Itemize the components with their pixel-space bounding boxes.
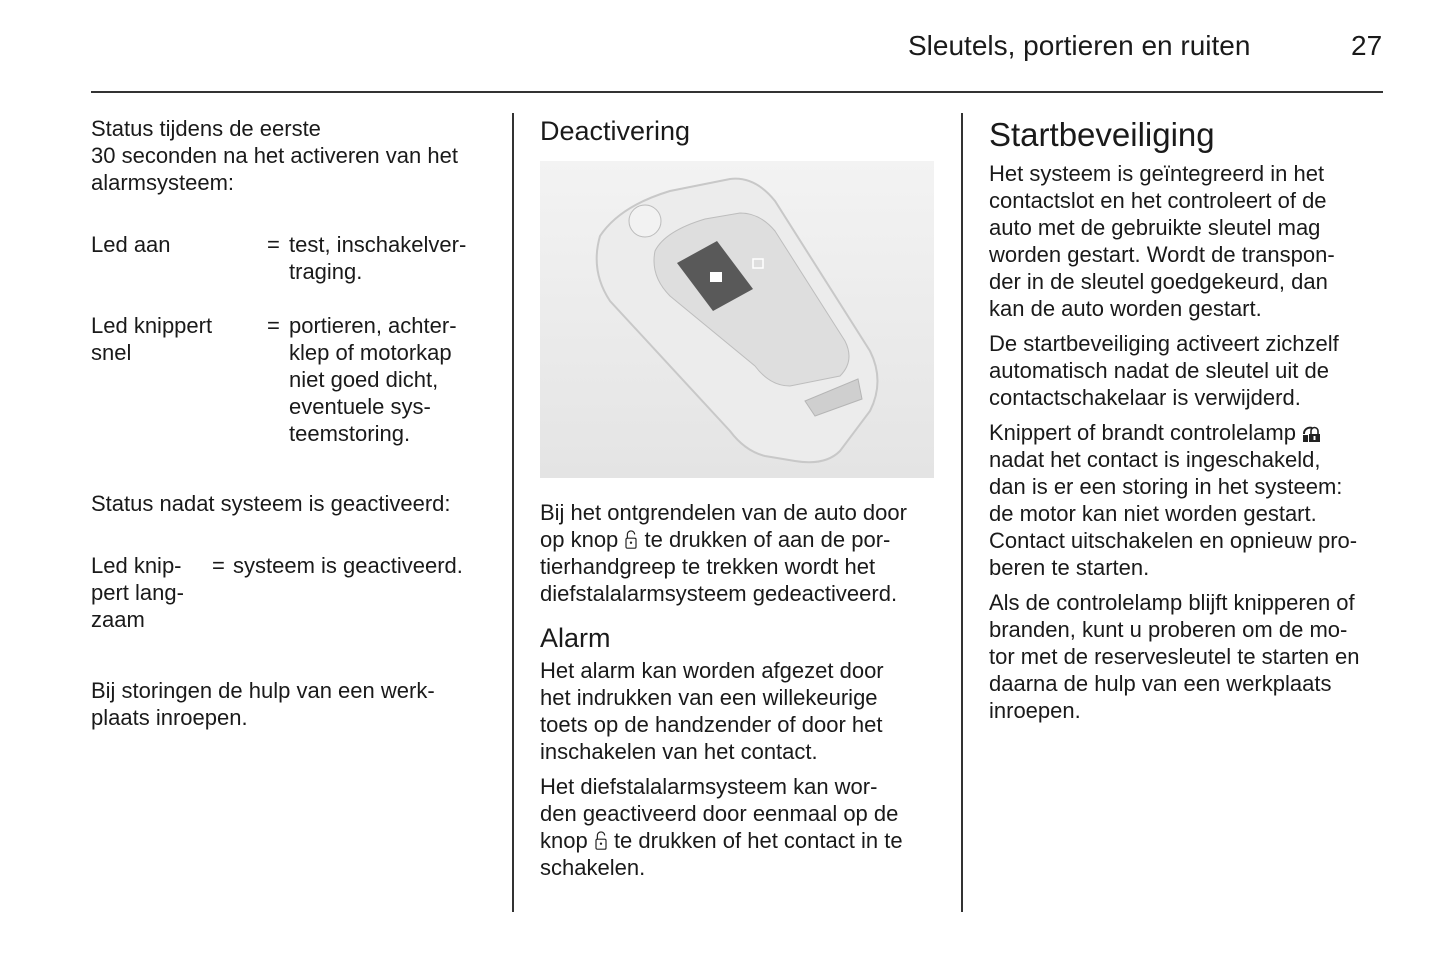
status-table-1	[91, 204, 506, 474]
text: nadat het contact is ingeschakeld, dan is er een storing in het systeem: de motor kan niet worden gestart. Contact uitschakelen en opnieuw pro- beren te starten.	[989, 447, 1358, 580]
column-divider	[512, 113, 514, 912]
unlock-icon	[624, 530, 638, 550]
page-number: 27	[1351, 30, 1383, 61]
heading-alarm: Alarm	[540, 623, 611, 653]
column-divider	[961, 113, 963, 912]
alarm-activation-paragraph	[540, 773, 955, 881]
text: te drukken of het contact in te schakelen.	[540, 828, 903, 880]
text: te drukken of aan de por- tierhandgreep te trekken wordt het diefstalalarmsysteem gedeactiveerd.	[540, 527, 898, 606]
column-2	[540, 116, 955, 881]
text: Knippert of brandt controlelamp	[989, 420, 1303, 445]
equals: =	[267, 313, 280, 338]
unlock-icon	[594, 831, 608, 851]
status-term: Led aan	[91, 232, 171, 257]
status-intro: Status tijdens de eerste 30 seconden na het activeren van het alarmsysteem:	[91, 116, 458, 195]
immobilizer-lamp-icon	[1302, 425, 1322, 443]
text: Het diefstalalarmsysteem kan wor- den geactiveerd door eenmaal op de knop	[540, 774, 899, 853]
status-row	[91, 552, 506, 633]
status-row	[91, 312, 506, 447]
alarm-paragraph: Het alarm kan worden afgezet door het indrukken van een willekeurige toets op de handzender of door het inschakelen van het contact.	[540, 658, 884, 764]
status-row	[91, 231, 506, 285]
status-table-2	[91, 525, 506, 660]
immobilizer-paragraph-3	[989, 419, 1409, 581]
immobilizer-paragraph-2: De startbeveiliging activeert zichzelf automatisch nadat de sleutel uit de contactschakelaar is verwijderd.	[989, 331, 1339, 410]
column-3	[989, 116, 1409, 724]
column-1	[91, 115, 506, 731]
equals: =	[212, 553, 225, 578]
malfunction-note: Bij storingen de hulp van een werk- plaats inroepen.	[91, 678, 435, 730]
status-term: Led knippert snel	[91, 313, 213, 365]
status-definition: systeem is geactiveerd.	[233, 553, 463, 578]
immobilizer-paragraph-4: Als de controlelamp blijft knipperen of branden, kunt u proberen om de mo- tor met de reservesleutel te starten en daarna de hulp van een werkplaats inroepen.	[989, 590, 1360, 723]
key-fob-illustration	[540, 161, 934, 478]
status-after-activation: Status nadat systeem is geactiveerd:	[91, 491, 451, 516]
status-definition: portieren, achter- klep of motorkap niet goed dicht, eventuele sys- teemstoring.	[289, 313, 457, 446]
deactivation-paragraph	[540, 499, 955, 607]
header-rule	[91, 91, 1383, 93]
immobilizer-paragraph-1: Het systeem is geïntegreerd in het contactslot en het controleert of de auto met de gebruikte sleutel mag worden gestart. Wordt de transpon- der in de sleutel goedgekeurd, dan kan de auto worden gestart.	[989, 161, 1335, 321]
status-definition: test, inschakelver- traging.	[289, 232, 467, 284]
section-title: Sleutels, portieren en ruiten	[908, 30, 1251, 61]
text: Bij het ontgrendelen van de auto door op knop	[540, 500, 907, 552]
equals: =	[267, 232, 280, 257]
heading-deactivering: Deactivering	[540, 116, 691, 146]
heading-startbeveiliging: Startbeveiliging	[989, 116, 1215, 153]
status-term: Led knip- pert lang- zaam	[91, 553, 184, 632]
